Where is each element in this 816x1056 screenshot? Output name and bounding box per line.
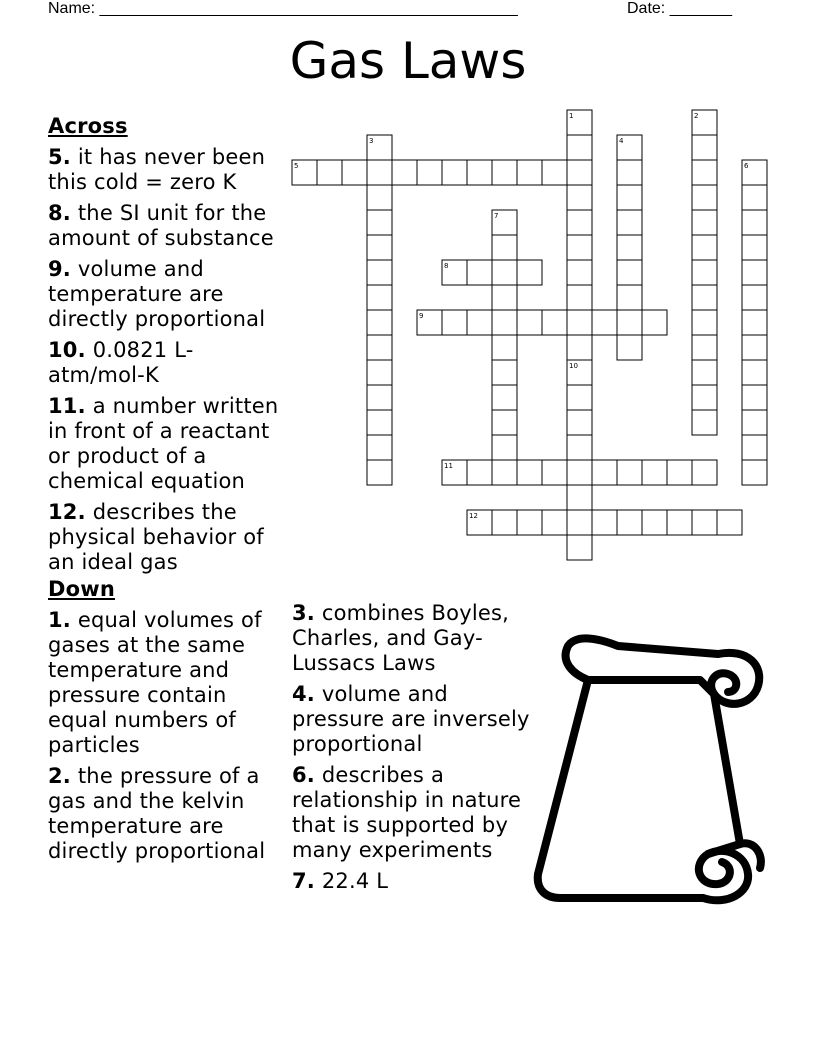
grid-cell[interactable] [692,360,717,385]
grid-cell[interactable] [567,260,592,285]
clue-number: 1. [48,608,71,632]
grid-cell[interactable] [692,260,717,285]
grid-cell[interactable] [692,335,717,360]
cell-number: 9 [419,312,424,320]
grid-cell[interactable] [692,385,717,410]
cell-number: 2 [694,112,699,120]
grid-cell[interactable] [617,160,642,185]
grid-cell[interactable] [367,260,392,285]
grid-cell[interactable] [617,285,642,310]
grid-cell[interactable] [492,460,517,485]
clue-across-8 [48,201,288,251]
grid-cell[interactable] [367,335,392,360]
grid-cell[interactable] [567,135,592,160]
clue-down-7 [292,869,532,894]
clue-number: 9. [48,257,71,281]
grid-cell[interactable] [592,460,617,485]
clue-down-3 [292,601,532,676]
grid-cell[interactable] [567,235,592,260]
grid-cell[interactable] [567,435,592,460]
clue-number: 2. [48,764,71,788]
grid-cell[interactable] [692,160,717,185]
cell-number: 5 [294,162,299,170]
grid-cell[interactable] [292,160,317,185]
grid-cell[interactable] [492,410,517,435]
grid-cell[interactable] [367,435,392,460]
grid-cell[interactable] [692,310,717,335]
clue-text: a number written in front of a reactant or product of a chemical equation [48,394,279,493]
grid-cell[interactable] [317,160,342,185]
grid-cell[interactable] [667,510,692,535]
grid-cell[interactable] [567,360,592,385]
name-field: Name: _______________________________________________ [48,0,518,17]
grid-cell[interactable] [492,235,517,260]
grid-cell[interactable] [492,335,517,360]
grid-cell[interactable] [642,510,667,535]
grid-cell[interactable] [492,435,517,460]
page-title: Gas Laws [289,32,527,90]
cell-number: 1 [569,112,574,120]
grid-cell[interactable] [692,460,717,485]
grid-cell[interactable] [492,210,517,235]
clue-across-5 [48,145,288,195]
grid-cell[interactable] [567,160,592,185]
grid-cell[interactable] [492,285,517,310]
grid-cell[interactable] [367,185,392,210]
grid-cell[interactable] [417,160,442,185]
clue-across-10 [48,338,288,388]
cell-number: 3 [369,137,374,145]
grid-cell[interactable] [717,510,742,535]
grid-cell[interactable] [617,210,642,235]
grid-cell[interactable] [492,310,517,335]
grid-cell[interactable] [742,235,767,260]
cell-number: 8 [444,262,449,270]
clue-text: describes the physical behavior of an ideal gas [48,500,264,574]
grid-cell[interactable] [367,160,392,185]
grid-cell[interactable] [617,235,642,260]
grid-cell[interactable] [467,260,492,285]
grid-cell[interactable] [542,460,567,485]
grid-cell[interactable] [367,135,392,160]
grid-cell[interactable] [467,310,492,335]
grid-cell[interactable] [517,260,542,285]
grid-cell[interactable] [592,310,617,335]
grid-cell[interactable] [442,260,467,285]
grid-cell[interactable] [367,235,392,260]
cell-number: 10 [569,362,578,370]
grid-cell[interactable] [692,285,717,310]
cell-number: 11 [444,462,453,470]
grid-cell[interactable] [742,410,767,435]
grid-cell[interactable] [692,185,717,210]
grid-cell[interactable] [742,460,767,485]
grid-cell[interactable] [567,535,592,560]
grid-cell[interactable] [367,410,392,435]
cell-number: 6 [744,162,749,170]
across-heading: Across [48,114,128,138]
grid-cell[interactable] [517,460,542,485]
grid-cell[interactable] [692,210,717,235]
clue-text: describes a relationship in nature that is supported by many experiments [292,763,522,862]
grid-cell[interactable] [567,110,592,135]
grid-cell[interactable] [567,485,592,510]
clue-text: 22.4 L [315,869,389,893]
grid-cell[interactable] [542,160,567,185]
grid-cell[interactable] [642,310,667,335]
grid-cell[interactable] [567,385,592,410]
clue-number: 7. [292,869,315,893]
grid-cell[interactable] [567,335,592,360]
clue-across-11 [48,394,288,494]
grid-cell[interactable] [367,360,392,385]
grid-cell[interactable] [492,160,517,185]
grid-cell[interactable] [367,460,392,485]
grid-cell[interactable] [617,460,642,485]
grid-cell[interactable] [642,460,667,485]
clue-text: it has never been this cold = zero K [48,145,266,194]
grid-cell[interactable] [567,510,592,535]
grid-cell[interactable] [567,410,592,435]
grid-cell[interactable] [567,285,592,310]
clue-number: 3. [292,601,315,625]
scroll-icon [528,622,773,922]
grid-cell[interactable] [617,260,642,285]
clue-text: 0.0821 L-atm/mol-K [48,338,194,387]
grid-cell[interactable] [742,260,767,285]
grid-cell[interactable] [617,185,642,210]
grid-cell[interactable] [742,160,767,185]
grid-cell[interactable] [442,160,467,185]
down-heading: Down [48,577,116,601]
grid-cell[interactable] [567,210,592,235]
grid-cell[interactable] [542,310,567,335]
clue-text: combines Boyles, Charles, and Gay-Lussacs Laws [292,601,509,675]
grid-cell[interactable] [742,210,767,235]
grid-cell[interactable] [367,285,392,310]
grid-cell[interactable] [667,460,692,485]
grid-cell[interactable] [742,310,767,335]
clue-down-2 [48,764,288,864]
grid-cell[interactable] [367,310,392,335]
clue-across-9 [48,257,288,332]
grid-cell[interactable] [742,360,767,385]
clue-number: 6. [292,763,315,787]
grid-cell[interactable] [692,135,717,160]
grid-cell[interactable] [517,510,542,535]
grid-cell[interactable] [467,160,492,185]
clue-text: volume and pressure are inversely proportional [292,682,530,756]
grid-cell[interactable] [617,310,642,335]
grid-cell[interactable] [417,310,442,335]
grid-cell[interactable] [517,310,542,335]
grid-cell[interactable] [442,310,467,335]
clue-text: equal volumes of gases at the same temperature and pressure contain equal numbers of particles [48,608,262,757]
grid-cell[interactable] [467,460,492,485]
grid-cell[interactable] [492,385,517,410]
clue-number: 8. [48,201,71,225]
grid-cell[interactable] [567,185,592,210]
grid-cell[interactable] [567,310,592,335]
clue-text: volume and temperature are directly proportional [48,257,266,331]
grid-cell[interactable] [742,335,767,360]
clue-number: 10. [48,338,86,362]
clue-down-6 [292,763,532,863]
clues-column-left [48,114,288,870]
grid-cell[interactable] [392,160,417,185]
grid-cell[interactable] [592,510,617,535]
grid-cell[interactable] [692,410,717,435]
clue-number: 12. [48,500,86,524]
cell-number: 4 [619,137,624,145]
grid-cell[interactable] [342,160,367,185]
clues-column-right [292,601,532,900]
grid-cell[interactable] [742,435,767,460]
clue-down-1 [48,608,288,758]
date-field: Date: _______ [627,0,732,17]
grid-cell[interactable] [492,360,517,385]
grid-cell[interactable] [617,510,642,535]
grid-cell[interactable] [617,135,642,160]
grid-cell[interactable] [542,510,567,535]
cell-number: 7 [494,212,499,220]
clue-text: the pressure of a gas and the kelvin temperature are directly proportional [48,764,266,863]
grid-cell[interactable] [692,510,717,535]
grid-cell[interactable] [367,385,392,410]
grid-cell[interactable] [442,460,467,485]
clue-down-4 [292,682,532,757]
grid-cell[interactable] [742,185,767,210]
grid-cell[interactable] [367,210,392,235]
grid-cell[interactable] [492,510,517,535]
grid-cell[interactable] [692,235,717,260]
clue-across-12 [48,500,288,575]
cell-number: 12 [469,512,478,520]
clue-number: 5. [48,145,71,169]
grid-cell[interactable] [492,260,517,285]
grid-cell[interactable] [742,285,767,310]
grid-cell[interactable] [567,460,592,485]
grid-cell[interactable] [692,110,717,135]
grid-cell[interactable] [467,510,492,535]
grid-cell[interactable] [742,385,767,410]
clue-number: 11. [48,394,86,418]
grid-cell[interactable] [617,335,642,360]
clue-number: 4. [292,682,315,706]
clue-text: the SI unit for the amount of substance [48,201,274,250]
grid-cell[interactable] [517,160,542,185]
